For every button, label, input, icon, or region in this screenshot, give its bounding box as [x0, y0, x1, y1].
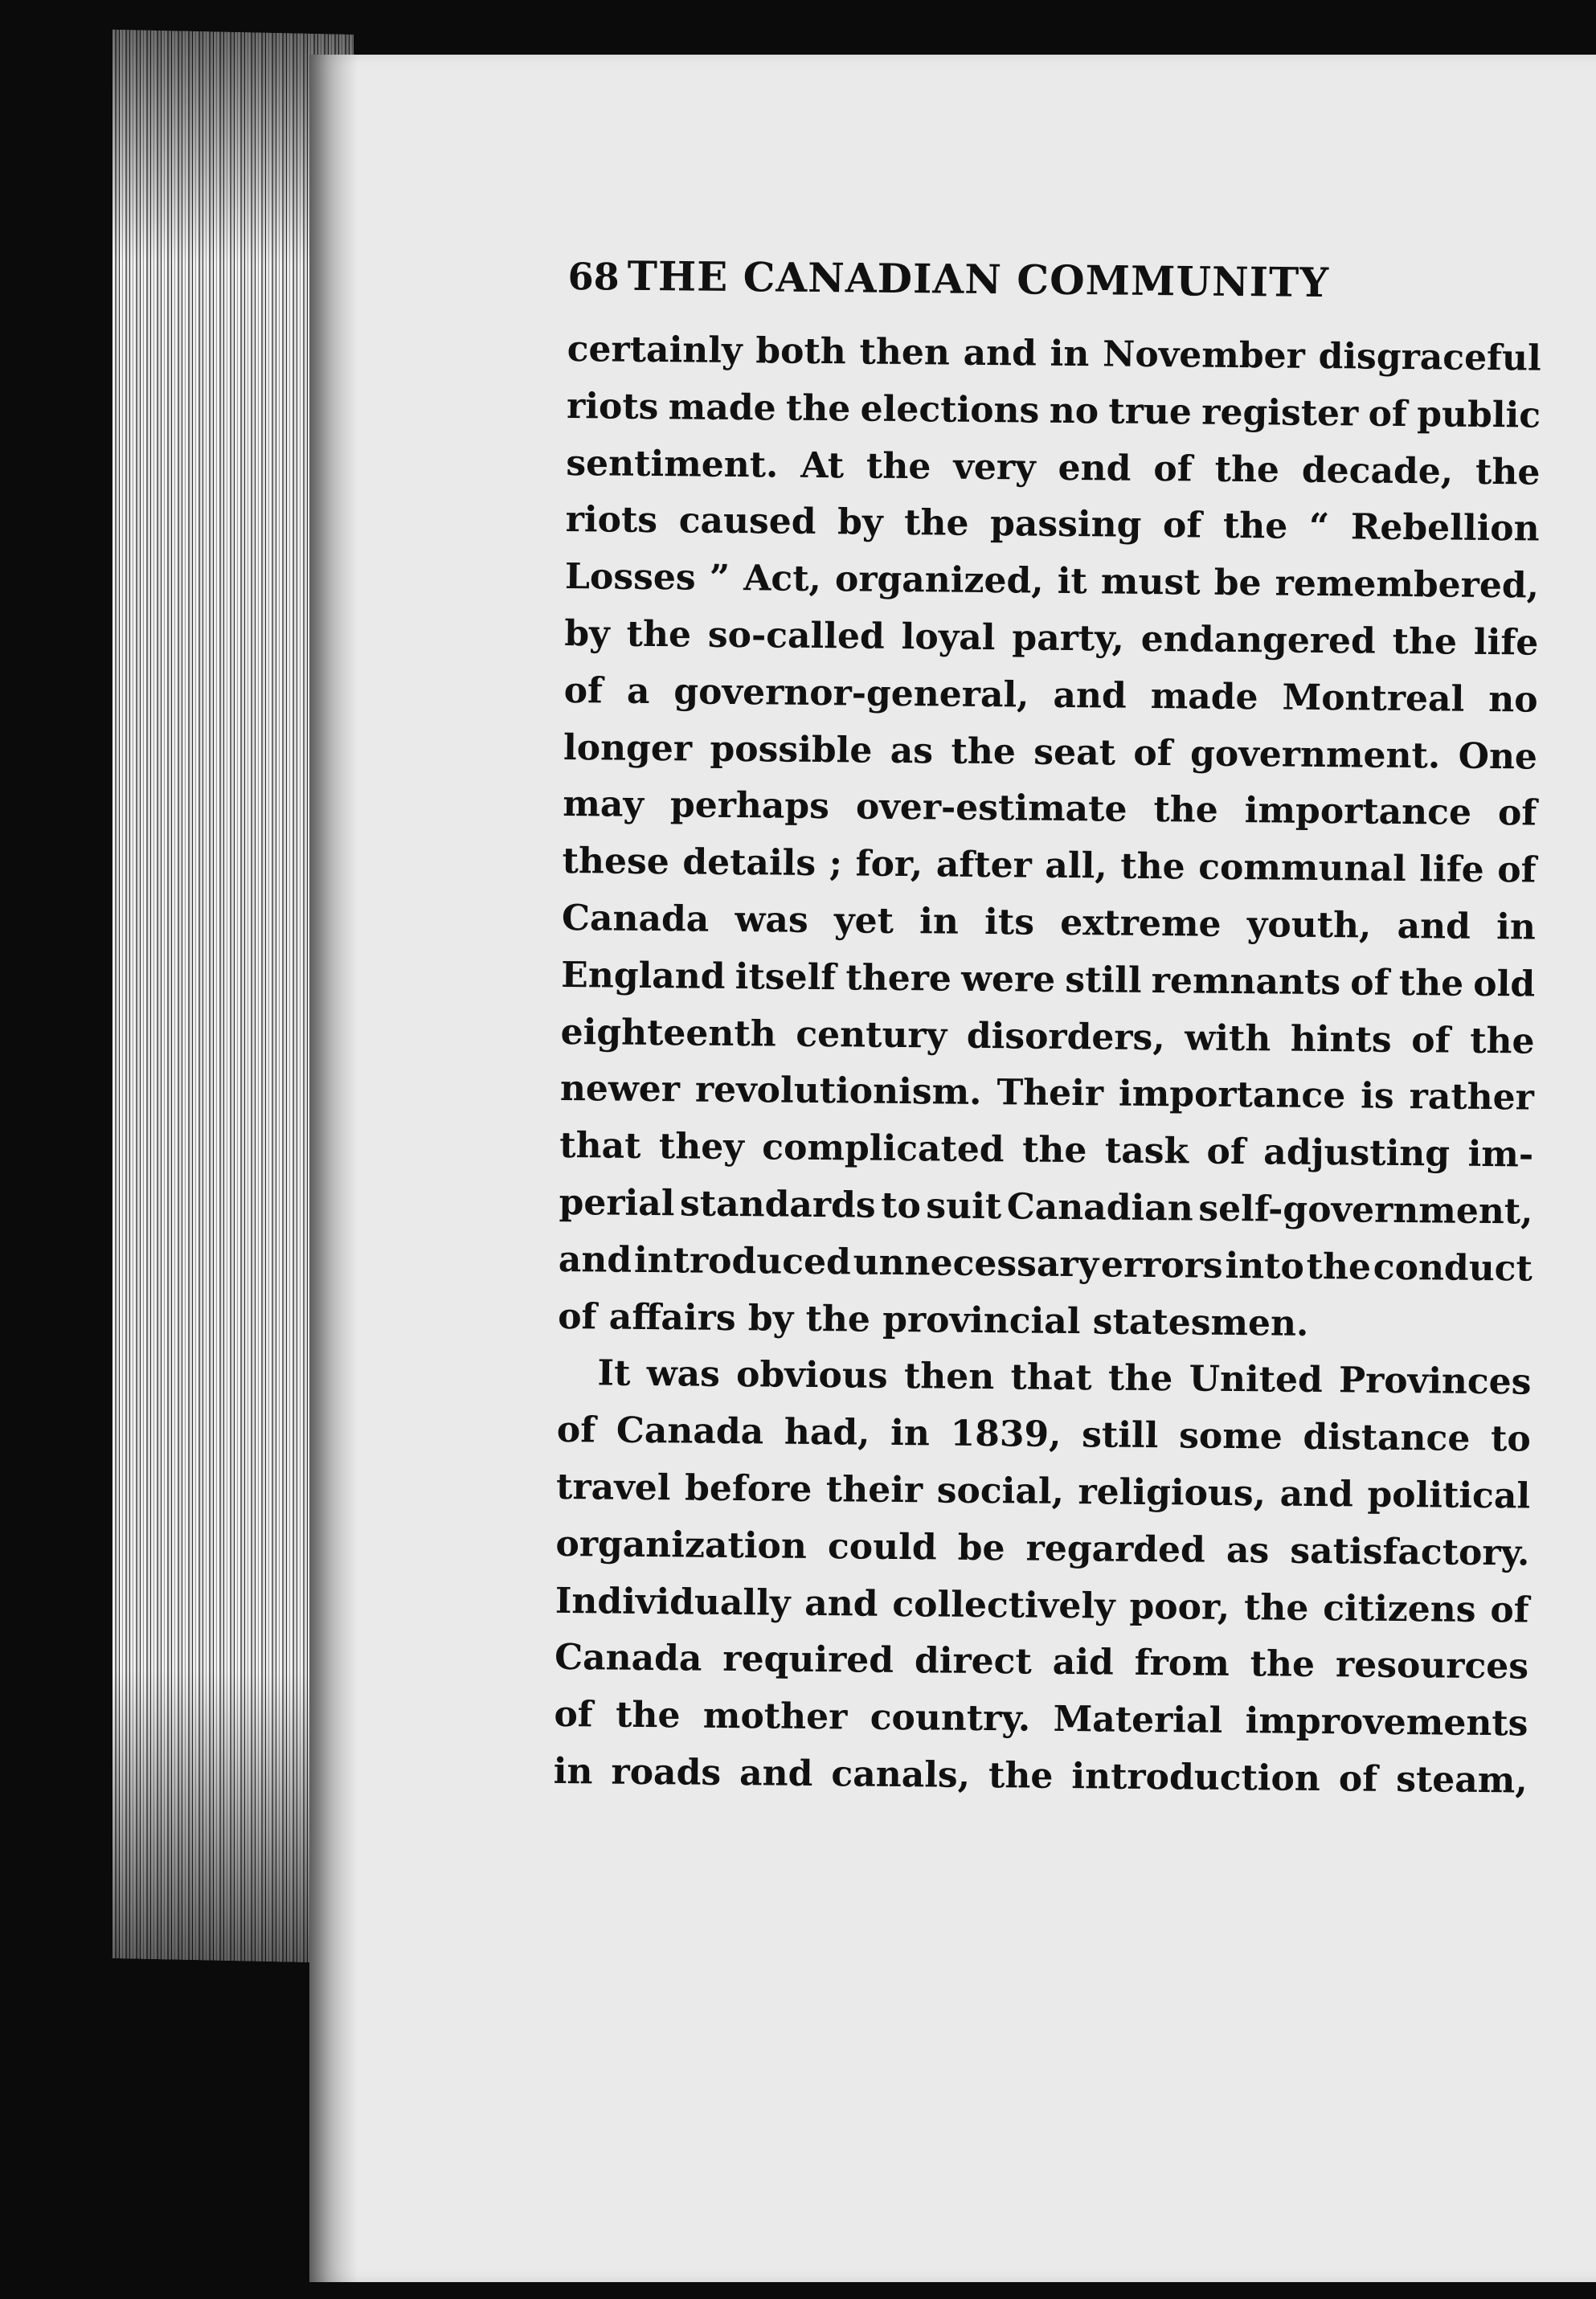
text-line [555, 1516, 1530, 1582]
text-line [567, 378, 1541, 444]
word: of [1162, 505, 1202, 546]
text-line [559, 1118, 1534, 1184]
word: the [1250, 1643, 1316, 1686]
word: eighteenth [560, 1011, 776, 1055]
word: youth, [1246, 904, 1372, 947]
word: of [554, 1694, 593, 1736]
word: so-called [707, 614, 885, 657]
word: over-estimate [855, 786, 1127, 831]
word: itself [735, 955, 837, 999]
word: Canada [616, 1409, 764, 1453]
word: sentiment. [566, 442, 779, 486]
word: very [953, 446, 1036, 489]
text-line [554, 1687, 1528, 1753]
word: perhaps [669, 784, 830, 828]
word: as [890, 730, 934, 771]
text-line [559, 1175, 1533, 1241]
word: steam, [1395, 1758, 1528, 1802]
word: by [564, 612, 610, 655]
word: that [1010, 1356, 1092, 1399]
text-line [567, 321, 1541, 387]
text-line [562, 890, 1537, 956]
word: Canada [554, 1637, 702, 1680]
word: the [1398, 962, 1464, 1004]
word: suit [926, 1185, 1002, 1228]
word: passing [989, 503, 1142, 546]
word: Act, [743, 558, 822, 600]
word: in [1496, 906, 1537, 948]
word: remnants [1151, 959, 1341, 1004]
word: it [1057, 561, 1088, 603]
word: canals, [831, 1753, 971, 1796]
word: the [866, 445, 931, 487]
word: was [646, 1353, 721, 1396]
word: of [1497, 849, 1537, 891]
word: caused [678, 500, 816, 543]
word: these [562, 841, 669, 883]
text-line [553, 1744, 1528, 1810]
word: endangered [1140, 618, 1377, 662]
word: of [556, 1409, 596, 1451]
word: in [890, 1413, 931, 1454]
word: to [1490, 1418, 1531, 1460]
word: loyal [901, 616, 996, 659]
text-line [560, 1061, 1535, 1127]
word: resources [1335, 1644, 1529, 1687]
word: of [1497, 792, 1537, 834]
word: by [837, 501, 883, 544]
running-head [567, 247, 1542, 331]
word: to [880, 1184, 922, 1227]
word: “ [1308, 506, 1330, 548]
word: as [1226, 1529, 1270, 1572]
word: seat [1033, 731, 1116, 774]
word: and [963, 332, 1037, 374]
text-line [565, 492, 1540, 558]
word: improvements [1245, 1700, 1528, 1745]
word: standards [679, 1183, 876, 1226]
word: Montreal [1282, 677, 1465, 720]
word: revolutionism. [694, 1069, 982, 1114]
word: and [739, 1753, 813, 1794]
word: old [1473, 963, 1536, 1005]
word: of [1153, 448, 1193, 490]
word: errors [1100, 1244, 1223, 1287]
word: the [1222, 505, 1288, 547]
word: Canadian [1006, 1186, 1194, 1229]
word: the [1021, 1129, 1087, 1172]
word: the [1392, 620, 1458, 663]
text-line [562, 833, 1537, 899]
word: disgraceful [1318, 335, 1541, 379]
word: after [935, 844, 1033, 886]
word: and [804, 1582, 878, 1625]
text-line [566, 436, 1541, 501]
word: in [1050, 333, 1090, 375]
text-line [556, 1459, 1531, 1525]
word: for, [855, 843, 923, 886]
word: longer [563, 726, 693, 770]
word: public [1417, 393, 1541, 436]
text-line [563, 720, 1538, 786]
word: a [626, 670, 650, 712]
word: aid [1052, 1642, 1115, 1683]
text-line: of affairs by the provincial statesmen. [557, 1295, 1309, 1344]
word: then [903, 1356, 995, 1398]
word: im- [1467, 1133, 1534, 1176]
word: the [1153, 789, 1219, 832]
word: political [1367, 1474, 1531, 1517]
word: distance [1303, 1416, 1471, 1459]
word: the [1107, 1357, 1173, 1400]
word: be [1213, 562, 1262, 604]
word: no [1488, 678, 1538, 721]
word: hints [1290, 1018, 1392, 1061]
word: there [845, 957, 952, 1000]
word: the [1214, 448, 1280, 491]
word: of [1338, 1758, 1378, 1800]
word: disorders, [966, 1015, 1165, 1058]
word: introduction [1071, 1756, 1321, 1799]
word: elections [860, 388, 1040, 432]
word: communal [1197, 846, 1406, 890]
word: 1839, [950, 1413, 1062, 1456]
word: Material [1053, 1699, 1223, 1742]
word: still [1081, 1414, 1159, 1457]
word: complicated [762, 1127, 1005, 1171]
word: made [668, 387, 776, 429]
word: and [558, 1238, 632, 1281]
word: citizens [1323, 1587, 1476, 1630]
word: must [1100, 561, 1201, 603]
word: the [785, 387, 851, 430]
word: religious, [1078, 1471, 1267, 1515]
word: remembered, [1275, 562, 1540, 607]
word: Their [996, 1072, 1104, 1115]
word: all, [1045, 845, 1107, 887]
word: ” [709, 557, 730, 599]
word: satisfactory. [1290, 1530, 1530, 1574]
text-line [563, 663, 1538, 729]
word: extreme [1060, 902, 1222, 945]
word: then [859, 331, 951, 374]
word: was [735, 899, 808, 941]
word: Rebellion [1350, 506, 1540, 550]
text-line [565, 549, 1540, 615]
word: were [960, 958, 1056, 1000]
word: introduced [633, 1239, 852, 1283]
page-sheet [309, 55, 1596, 2282]
word: century [796, 1013, 947, 1057]
word: collectively [892, 1583, 1115, 1627]
word: of [563, 669, 604, 712]
word: their [825, 1469, 923, 1512]
text-line [557, 1402, 1532, 1468]
word: travel [555, 1466, 671, 1509]
word: government. [1189, 733, 1441, 777]
word: obvious [735, 1354, 888, 1397]
word: into [1225, 1245, 1305, 1287]
word: unnecessary [853, 1242, 1099, 1286]
word: with [1185, 1017, 1271, 1059]
body-text [553, 321, 1541, 1810]
word: the [615, 1694, 681, 1737]
text-line [564, 606, 1539, 672]
word: that [559, 1125, 641, 1168]
word: of [1206, 1131, 1246, 1173]
word: both [755, 330, 847, 373]
word: they [658, 1126, 745, 1168]
word: the [1470, 1020, 1535, 1062]
word: details [682, 841, 816, 885]
word: yet [833, 900, 894, 942]
word: organization [555, 1523, 808, 1567]
word: possible [710, 728, 873, 771]
word: England [561, 954, 726, 997]
word: regarded [1025, 1528, 1206, 1571]
text-line [560, 1004, 1535, 1070]
word: of [1133, 732, 1172, 774]
word: One [1458, 735, 1538, 778]
text-line [555, 1573, 1529, 1638]
word: of [1350, 962, 1389, 1004]
word: poor, [1129, 1585, 1230, 1628]
word: importance [1118, 1073, 1346, 1117]
text-line [555, 1630, 1529, 1696]
word: be [957, 1527, 1005, 1569]
word: the [951, 730, 1017, 772]
word: governor-general, [673, 671, 1029, 716]
word: could [827, 1525, 937, 1569]
word: the [988, 1755, 1054, 1797]
text-block [553, 247, 1541, 1810]
word: is [1360, 1075, 1394, 1118]
word: roads [611, 1751, 722, 1794]
word: the [1243, 1586, 1309, 1629]
word: life [1419, 849, 1484, 891]
word: task [1104, 1130, 1189, 1172]
word: from [1134, 1642, 1230, 1685]
word: perial [559, 1181, 675, 1225]
page-number: 68 [567, 254, 620, 299]
word: and [1053, 674, 1127, 717]
word: riots [566, 385, 659, 427]
word: self-government, [1198, 1188, 1533, 1233]
text-line [563, 776, 1537, 842]
word: mother [702, 1695, 848, 1738]
text-line [559, 1232, 1533, 1298]
word: direct [914, 1640, 1033, 1683]
word: November [1102, 333, 1306, 377]
word: true [1108, 391, 1193, 433]
word: organized, [834, 558, 1044, 602]
word: its [984, 901, 1035, 943]
word: before [684, 1467, 812, 1510]
word: of [1490, 1589, 1529, 1631]
word: made [1150, 675, 1258, 718]
word: may [563, 783, 645, 826]
word: importance [1244, 790, 1472, 834]
word: riots [565, 499, 658, 542]
word: decade, [1301, 449, 1454, 493]
word: still [1065, 959, 1142, 1001]
word: had, [784, 1411, 870, 1454]
text-line [561, 947, 1536, 1013]
word: the [1475, 451, 1541, 493]
word: and [1279, 1473, 1354, 1516]
word: Individually [555, 1580, 791, 1624]
word: party, [1012, 617, 1125, 660]
word: United [1189, 1358, 1323, 1401]
word: in [919, 901, 960, 943]
word: the [903, 502, 969, 545]
running-title: THE CANADIAN COMMUNITY [627, 252, 1330, 307]
word: some [1178, 1415, 1283, 1458]
word: of [1411, 1019, 1451, 1062]
word: the [626, 613, 692, 656]
word: and [1397, 905, 1471, 947]
word: in [553, 1750, 593, 1793]
word: required [722, 1638, 894, 1682]
word: At [800, 444, 845, 486]
word: newer [559, 1068, 681, 1111]
word: end [1058, 447, 1132, 489]
word: the [1306, 1246, 1372, 1288]
word: Provinces [1338, 1360, 1532, 1403]
word: Losses [564, 556, 696, 599]
word: certainly [567, 328, 743, 372]
text-line [557, 1345, 1532, 1411]
word: social, [936, 1470, 1065, 1512]
word: register [1201, 391, 1359, 435]
word: conduct [1373, 1246, 1533, 1290]
word: rather [1409, 1076, 1535, 1119]
word: no [1049, 390, 1099, 432]
word: country. [870, 1696, 1031, 1740]
word: the [1120, 845, 1185, 888]
word: Canada [561, 897, 710, 940]
word: ; [829, 843, 843, 885]
word: It [597, 1352, 631, 1395]
word: life [1473, 621, 1539, 664]
word: adjusting [1263, 1131, 1451, 1175]
word: of [1368, 393, 1408, 435]
